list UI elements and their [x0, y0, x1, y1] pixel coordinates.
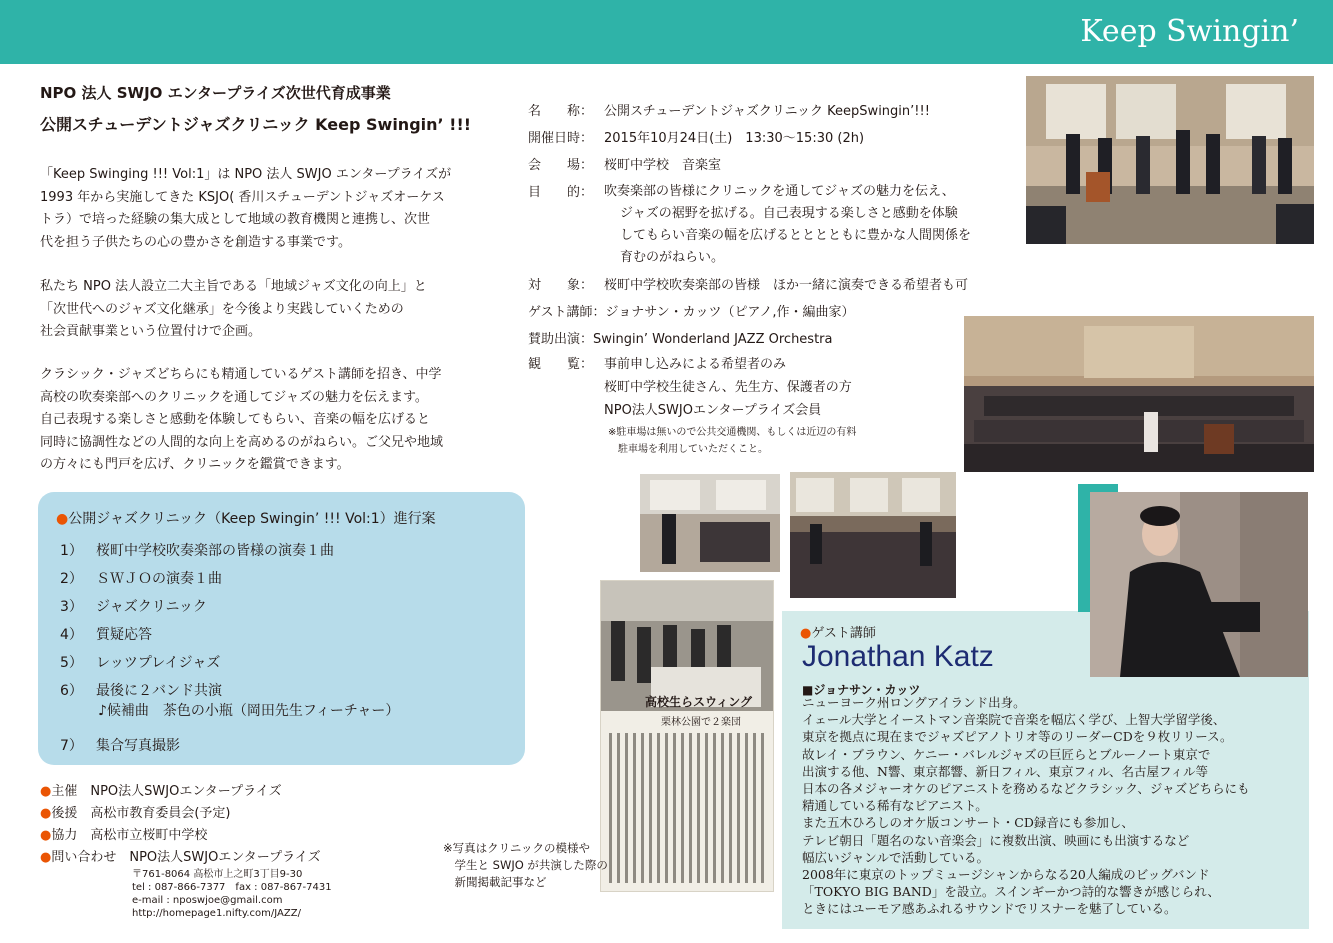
orange-dot-icon: ● [40, 828, 52, 843]
agenda-item: 3） ジャズクリニック [60, 599, 207, 615]
orange-dot-icon: ● [800, 626, 812, 641]
guest-portrait-photo [1090, 492, 1308, 677]
organizer-sponsor: ●後援 高松市教育委員会(予定) [40, 806, 231, 821]
guest-kana-name: ■ジョナサン・カッツ [802, 683, 921, 697]
header-bar [0, 0, 1333, 64]
intro-paragraph-2: 私たち NPO 法人設立二大主旨である「地域ジャズ文化の向上」と 「次世代へのジャズ文化継承」を今後より実践していくための 社会貢献事業という位置付けで企画。 [40, 279, 427, 339]
agenda-item: 5） レッツプレイジャズ [60, 655, 221, 671]
orange-dot-icon: ● [40, 784, 52, 799]
agenda-box [38, 492, 525, 765]
orange-dot-icon: ● [40, 806, 52, 821]
agenda-item: 4） 質疑応答 [60, 627, 152, 643]
orange-dot-icon: ● [56, 511, 69, 527]
agenda-title: ●公開ジャズクリニック（Keep Swingin’ !!! Vol:1）進行案 [56, 511, 436, 527]
intro-paragraph-3: クラシック・ジャズどちらにも精通しているゲスト講師を招き、中学 高校の吹奏楽部へのクリニックを通してジャズの魅力を伝えます。 自己表現する楽しさと感動を体験してもらい、音楽の幅を広げると 同時に協調性などの人間的な向上を高めるのがねらい。ご父兄や地域 の方々にも門戸を広げ、クリニックを鑑賞できます。 [40, 367, 444, 472]
guest-bio: ニューヨーク州ロングアイランド出身。 イェール大学とイーストマン音楽院で音楽を幅広く学び、上智大学留学後、 東京を拠点に現在までジャズピアノトリオ等のリーダーCDを９枚リリース。 故レイ・ブラウン、ケニー・バレルジャズの巨匠らとブルーノート東京で 出演する他、N響、東京都響、新日フィル、東京フィル、名古屋フィル等 日本の各メジャーオケのピアニストを務めるなどクラシック、ジャズどちらにも 精通している稀有なピアニスト。 また五木ひろしのオケ版コンサート・CD録音にも参加し、 テレビ朝日「題名のない音楽会」に複数出演、映画にも出演するなど 幅広いジャンルで活動している。 2008年に東京のトップミュージシャンからなる20人編成のビッグバンド 「TOKYO BIG BAND」を設立。スインギーかつ詩的な響きが感じられ、 ときにはユーモア感あふれるサウンドでリスナーを魅了している。 [802, 695, 1250, 917]
info-audience-value: 事前申し込みによる希望者のみ 桜町中学校生徒さん、先生方、保護者の方 NPO法人SWJOエンタープライズ会員 [604, 357, 852, 418]
info-target-label: 対 象： [528, 278, 594, 293]
organizer-cooperation: ●協力 高松市立桜町中学校 [40, 828, 208, 843]
info-audience-label: 観 覧： [528, 357, 594, 372]
info-name-value: 公開スチューデントジャズクリニック KeepSwingin’!!! [604, 104, 930, 119]
info-target-value: 桜町中学校吹奏楽部の皆様 ほか一緒に演奏できる希望者も可 [604, 278, 969, 293]
orange-dot-icon: ● [40, 850, 52, 865]
guest-label: ●ゲスト講師 [800, 626, 876, 641]
info-purpose-value: 吹奏楽部の皆様にクリニックを通してジャズの魅力を伝え、 ジャズの裾野を拡げる。自己表現する楽しさと感動を体験 してもらい音楽の幅を広げるとととともに豊かな人間関係を 育むのがねらい。 [604, 184, 972, 265]
clinic-photo-small [640, 474, 780, 572]
band-performance-photo [1026, 76, 1314, 244]
agenda-item: 2） ＳＷＪＯの演奏１曲 [60, 571, 222, 587]
classroom-photo [790, 472, 956, 598]
info-date-label: 開催日時： [528, 131, 594, 146]
intro-paragraph-1: 「Keep Swinging !!! Vol:1」は NPO 法人 SWJO エンタープライズが 1993 年から実施してきた KSJO( 香川スチューデントジャズオーケス トラ）で培った経験の集大成として地域の教育機関と連携し、次世 代を担う子供たちの心の豊かさを創造する事業です。 [40, 167, 452, 250]
guest-name: Jonathan Katz [802, 640, 994, 673]
big-band-photo [964, 316, 1314, 472]
parking-note: ※駐車場は無いので公共交通機関、もしくは近辺の有料 駐車場を利用していただくこと。 [608, 427, 857, 455]
newspaper-clipping [600, 580, 774, 892]
brand-title: Keep Swingin’ [1080, 14, 1299, 49]
info-venue-label: 会 場： [528, 158, 594, 173]
newspaper-headline: 高校生らスウィング [645, 695, 753, 709]
agenda-item: 6） 最後に２バンド共演 [60, 683, 222, 699]
event-title: 公開スチューデントジャズクリニック Keep Swingin’ !!! [40, 115, 472, 134]
organizer-contact: ●問い合わせ NPO法人SWJOエンタープライズ [40, 850, 321, 865]
photo-note: ※写真はクリニックの模様や 学生と SWJO が共演した際の 新聞掲載記事など [443, 841, 608, 889]
org-line: NPO 法人 SWJO エンタープライズ次世代育成事業 [40, 84, 391, 102]
agenda-sub-item: ♪候補曲 茶色の小瓶（岡田先生フィーチャー） [98, 703, 400, 719]
info-guest-row: ゲスト講師：ジョナサン・カッツ（ピアノ,作・編曲家） [528, 305, 855, 320]
agenda-item: 7） 集合写真撮影 [60, 738, 180, 754]
contact-details: 〒761-8064 高松市上之町3丁目9-30 tel : 087-866-7377 fax : 087-867-7431 e-mail : nposwjoe@gmail.com http://homepage1.nifty.com/JAZZ/ [132, 869, 332, 919]
newspaper-subhead: 栗林公園で２楽団 [661, 717, 741, 728]
info-purpose-label: 目 的： [528, 185, 594, 200]
organizer-host: ●主催 NPO法人SWJOエンタープライズ [40, 784, 282, 799]
info-venue-value: 桜町中学校 音楽室 [604, 158, 722, 173]
info-date-value: 2015年10月24日(土) 13:30〜15:30 (2h) [604, 131, 865, 146]
info-support-row: 賛助出演：Swingin’ Wonderland JAZZ Orchestra [528, 332, 833, 347]
agenda-item: 1） 桜町中学校吹奏楽部の皆様の演奏１曲 [60, 543, 334, 559]
info-name-label: 名 称： [528, 104, 594, 119]
